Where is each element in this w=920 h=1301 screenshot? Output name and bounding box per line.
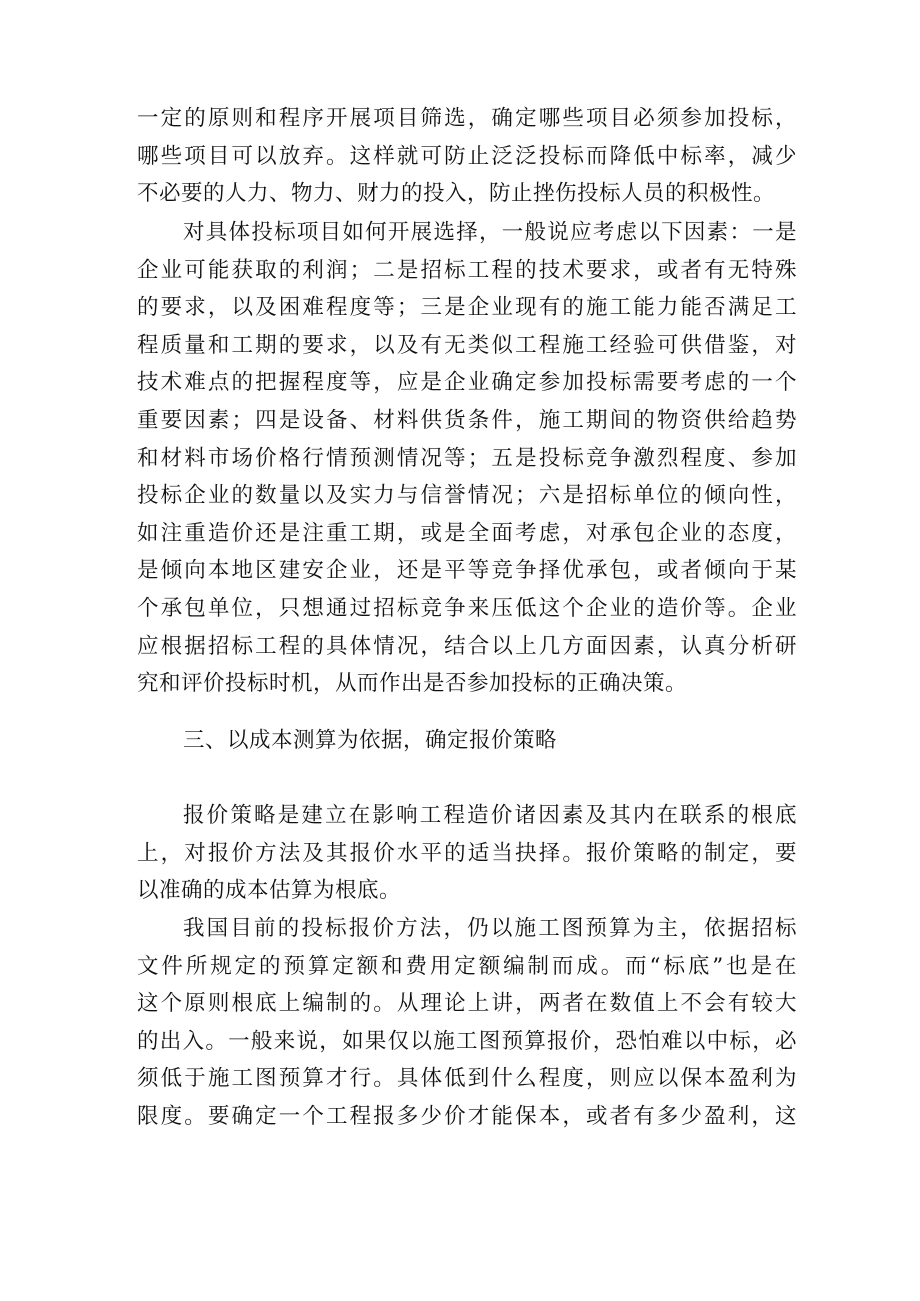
- section-heading: 三、以成本测算为依据，确定报价策略: [183, 728, 558, 753]
- paragraph-line: 技术难点的把握程度等，应是企业确定参加投标需要考虑的一个: [137, 370, 797, 396]
- paragraph-line: 的出入。一般来说，如果仅以施工图预算报价，恐怕难以中标，必: [137, 1028, 797, 1054]
- paragraph-line: 上，对报价方法及其报价水平的适当抉择。报价策略的制定，要: [137, 840, 797, 866]
- paragraph-1: [137, 100, 797, 213]
- paragraph-line: 企业可能获取的利润；二是招标工程的技术要求，或者有无特殊: [137, 257, 797, 283]
- paragraph-line: 如注重造价还是注重工期，或是全面考虑，对承包企业的态度，: [137, 520, 797, 546]
- paragraph-line: 文件所规定的预算定额和费用定额编制而成。而“标底”也是在: [137, 953, 797, 979]
- paragraph-line: 须低于施工图预算才行。具体低到什么程度，则应以保本盈利为: [137, 1066, 797, 1092]
- paragraph-line: 以准确的成本估算为根底。: [137, 878, 402, 904]
- paragraph-line: 我国目前的投标报价方法，仍以施工图预算为主，依据招标: [183, 916, 797, 941]
- paragraph-line: 个承包单位，只想通过招标竞争来压低这个企业的造价等。企业: [137, 595, 797, 621]
- paragraph-3: [137, 797, 797, 910]
- paragraph-line: 对具体投标项目如何开展选择，一般说应考虑以下因素：一是: [183, 220, 797, 245]
- paragraph-line: 程质量和工期的要求，以及有无类似工程施工经验可供借鉴，对: [137, 332, 797, 358]
- paragraph-line: 报价策略是建立在影响工程造价诸因素及其内在联系的根底: [183, 803, 797, 828]
- paragraph-line: 和材料市场价格行情预测情况等；五是投标竞争激烈程度、参加: [137, 445, 797, 471]
- paragraph-line: 这个原则根底上编制的。从理论上讲，两者在数值上不会有较大: [137, 991, 797, 1017]
- paragraph-line: 的要求，以及困难程度等；三是企业现有的施工能力能否满足工: [137, 295, 797, 321]
- paragraph-line: 哪些项目可以放弃。这样就可防止泛泛投标而降低中标率，减少: [137, 143, 797, 169]
- paragraph-line: 究和评价投标时机，从而作出是否参加投标的正确决策。: [137, 671, 688, 697]
- paragraph-line: 一定的原则和程序开展项目筛选，确定哪些项目必须参加投标，: [137, 106, 797, 131]
- paragraph-line: 是倾向本地区建安企业，还是平等竞争择优承包，或者倾向于某: [137, 558, 797, 584]
- paragraph-line: 应根据招标工程的具体情况，结合以上几方面因素，认真分析研: [137, 633, 797, 659]
- paragraph-line: 不必要的人力、物力、财力的投入，防止挫伤投标人员的积极性。: [137, 181, 776, 207]
- paragraph-line: 重要因素；四是设备、材料供货条件，施工期间的物资供给趋势: [137, 407, 797, 433]
- paragraph-4: [137, 910, 797, 1136]
- paragraph-2: [137, 214, 797, 703]
- paragraph-line: 投标企业的数量以及实力与信誉情况；六是招标单位的倾向性，: [137, 483, 797, 509]
- paragraph-line: 限度。要确定一个工程报多少价才能保本，或者有多少盈利，这: [137, 1103, 797, 1129]
